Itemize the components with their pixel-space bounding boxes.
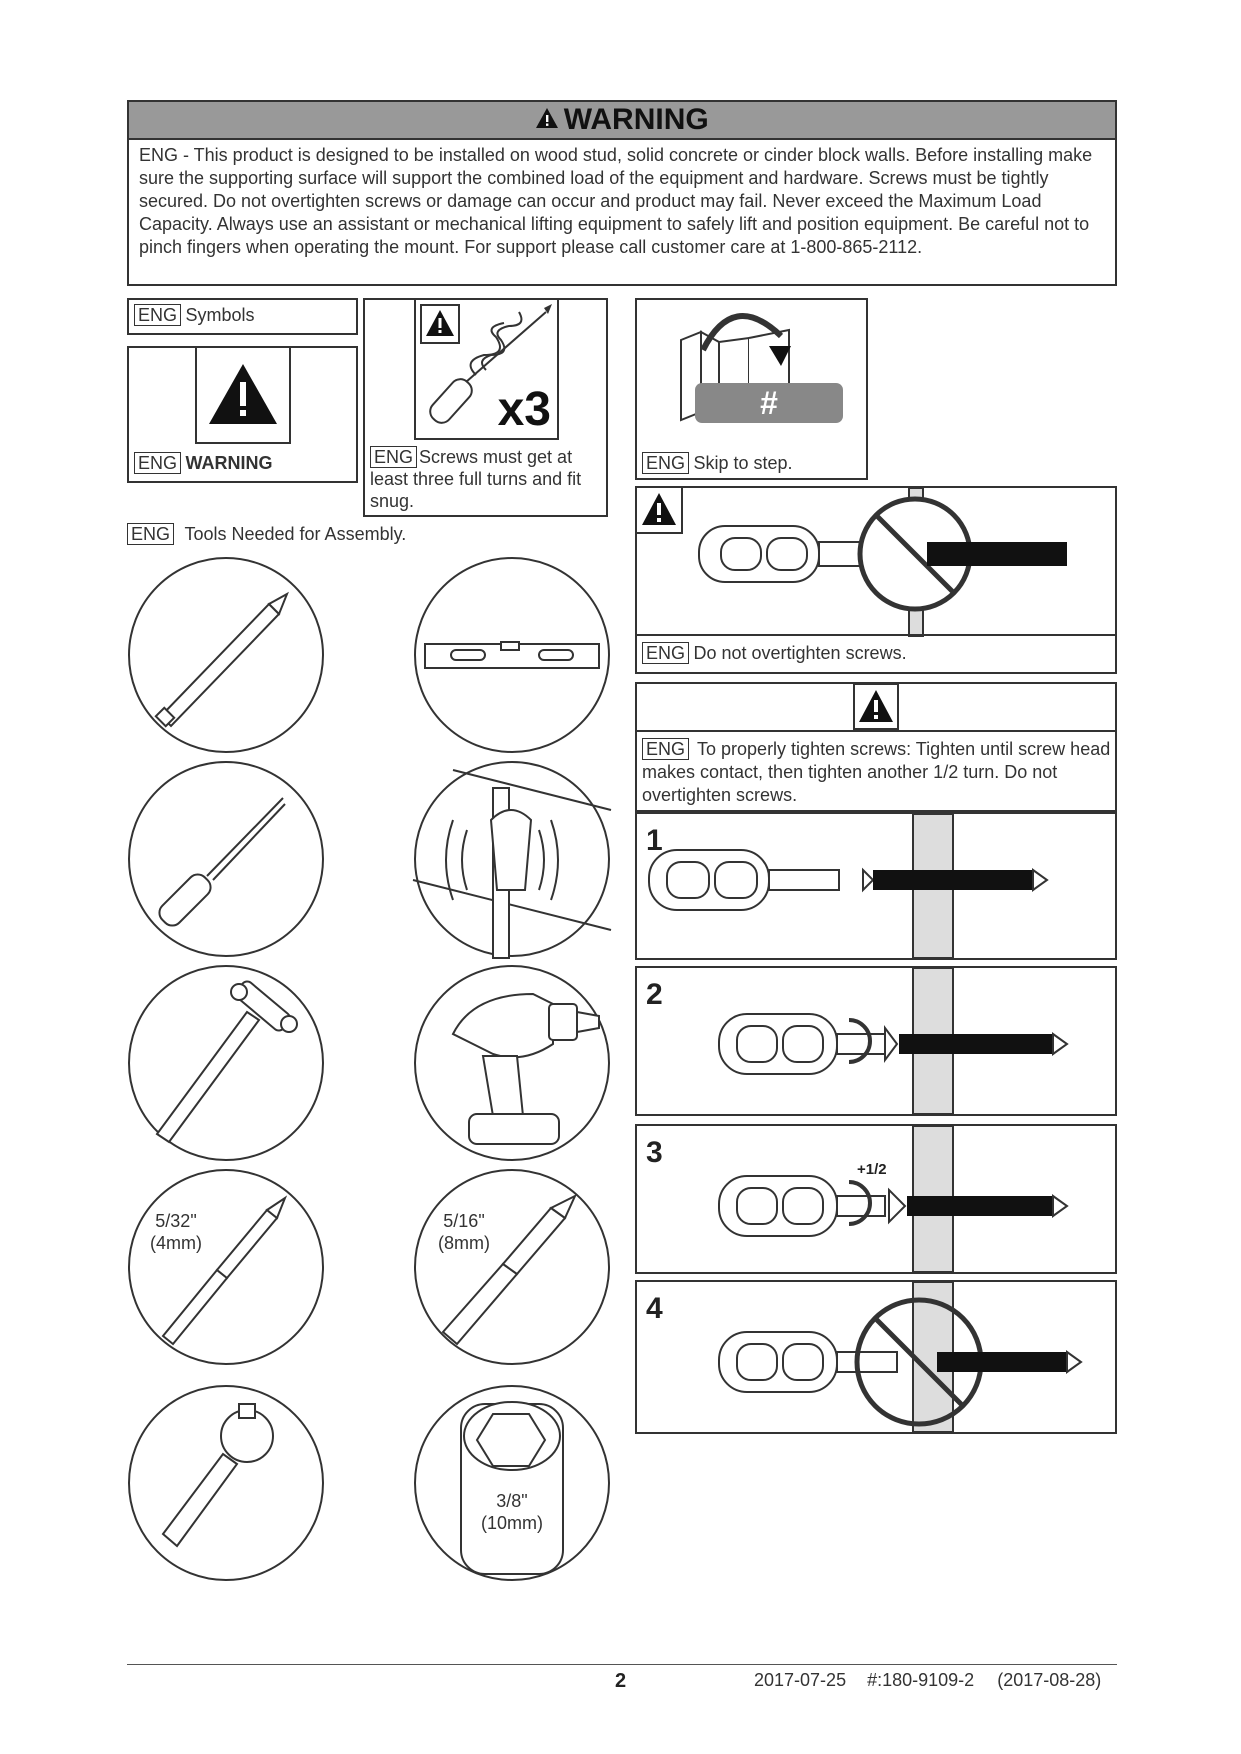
drill-bit-small-metric: (4mm) <box>150 1233 202 1253</box>
small-warning-icon <box>635 486 683 534</box>
warning-body: ENG - This product is designed to be installed on wood stud, solid concrete or cinder block walls. Before installing make sure the supporting surface will support the combined load of the equipment and hardware. Screws must be tightly secured. Do not overtighten screws or damage can occur and product may fail. Never exceed the Maximum Load Capacity. Always use an assistant or mechanical lifting equipment to safely lift and position equipment. Be careful not to pinch fingers when operating the mount. For support please call customer care at 1-800-865-2112. <box>139 145 1093 257</box>
tighten-instructions-box <box>635 682 1117 812</box>
overtighten-caption <box>637 634 1115 672</box>
drill-bit-large-label <box>438 1210 490 1254</box>
lang-tag: ENG <box>642 452 689 474</box>
lang-tag: ENG <box>370 446 417 468</box>
tool-pencil-icon <box>127 556 325 754</box>
tool-hammer-icon <box>127 964 325 1162</box>
tools-header <box>127 523 406 545</box>
socket-size: 3/8" <box>496 1491 528 1511</box>
page-number: 2 <box>615 1670 627 1692</box>
tool-drill-bit-small-icon <box>127 1168 325 1366</box>
tighten-icon-row <box>637 684 1115 732</box>
tool-drill-bit-large-icon <box>413 1168 611 1366</box>
symbols-header <box>127 298 358 335</box>
skip-step-text: Skip to step. <box>693 453 793 473</box>
lang-tag: ENG <box>134 304 181 326</box>
lang-tag: ENG <box>134 452 181 474</box>
step-panel-1 <box>635 812 1117 960</box>
skip-hash: # <box>760 385 778 421</box>
warning-header <box>129 102 1115 140</box>
footer-doc-id: #:180-9109-2 <box>867 1670 975 1690</box>
warning-title: WARNING <box>563 103 709 136</box>
footer-date: 2017-07-25 <box>754 1670 847 1690</box>
drill-bit-small-label <box>150 1210 202 1254</box>
drill-bit-large-size: 5/16" <box>443 1211 485 1231</box>
symbols-header-text: Symbols <box>185 305 255 325</box>
step-number: 2 <box>646 978 663 1011</box>
warning-large-icon <box>207 362 279 426</box>
tool-drill-icon <box>413 964 611 1162</box>
step-number: 1 <box>646 824 663 857</box>
step-panel-4 <box>635 1280 1117 1434</box>
half-turn-label: +1/2 <box>857 1161 887 1178</box>
warning-triangle-icon <box>535 107 559 134</box>
drill-bit-large-metric: (8mm) <box>438 1233 490 1253</box>
warning-symbol-box <box>127 346 358 483</box>
warning-symbol-frame <box>195 346 291 444</box>
skip-step-box <box>635 298 868 480</box>
step-panel-2 <box>635 966 1117 1116</box>
lang-tag: ENG <box>127 523 174 545</box>
overtighten-text: Do not overtighten screws. <box>693 643 907 663</box>
screws-image-frame <box>414 300 559 440</box>
overtighten-box <box>635 486 1117 674</box>
tools-header-text: Tools Needed for Assembly. <box>184 524 407 544</box>
tighten-text: To properly tighten screws: Tighten until screw head makes contact, then tighten another 1/2 turn. Do not overtighten screws. <box>642 739 1111 805</box>
tool-socket-icon <box>413 1384 611 1582</box>
step-panel-3 <box>635 1124 1117 1274</box>
tool-stud-finder-icon <box>413 760 611 958</box>
footer-meta <box>754 1670 1101 1691</box>
small-warning-icon <box>853 684 899 730</box>
tool-level-icon <box>413 556 611 754</box>
screws-multiplier: x3 <box>497 383 551 436</box>
screws-turns-box <box>363 298 608 517</box>
socket-label <box>476 1490 548 1534</box>
lang-tag: ENG <box>642 642 689 664</box>
drill-bit-small-size: 5/32" <box>155 1211 197 1231</box>
screws-caption <box>370 446 602 512</box>
warning-symbol-label: WARNING <box>185 453 273 473</box>
footer-rev: (2017-08-28) <box>997 1670 1102 1690</box>
step-number: 4 <box>646 1292 663 1325</box>
screws-turns-text: Screws must get at least three full turns and fit snug. <box>370 447 582 511</box>
overtighten-illustration <box>697 488 1107 636</box>
socket-metric: (10mm) <box>481 1513 543 1533</box>
step-number: 3 <box>646 1136 663 1169</box>
skip-hash-badge <box>695 383 843 423</box>
tool-screwdriver-icon <box>127 760 325 958</box>
tool-ratchet-icon <box>127 1384 325 1582</box>
footer-rule <box>127 1664 1117 1665</box>
warning-box <box>127 100 1117 286</box>
lang-tag: ENG <box>642 738 689 760</box>
